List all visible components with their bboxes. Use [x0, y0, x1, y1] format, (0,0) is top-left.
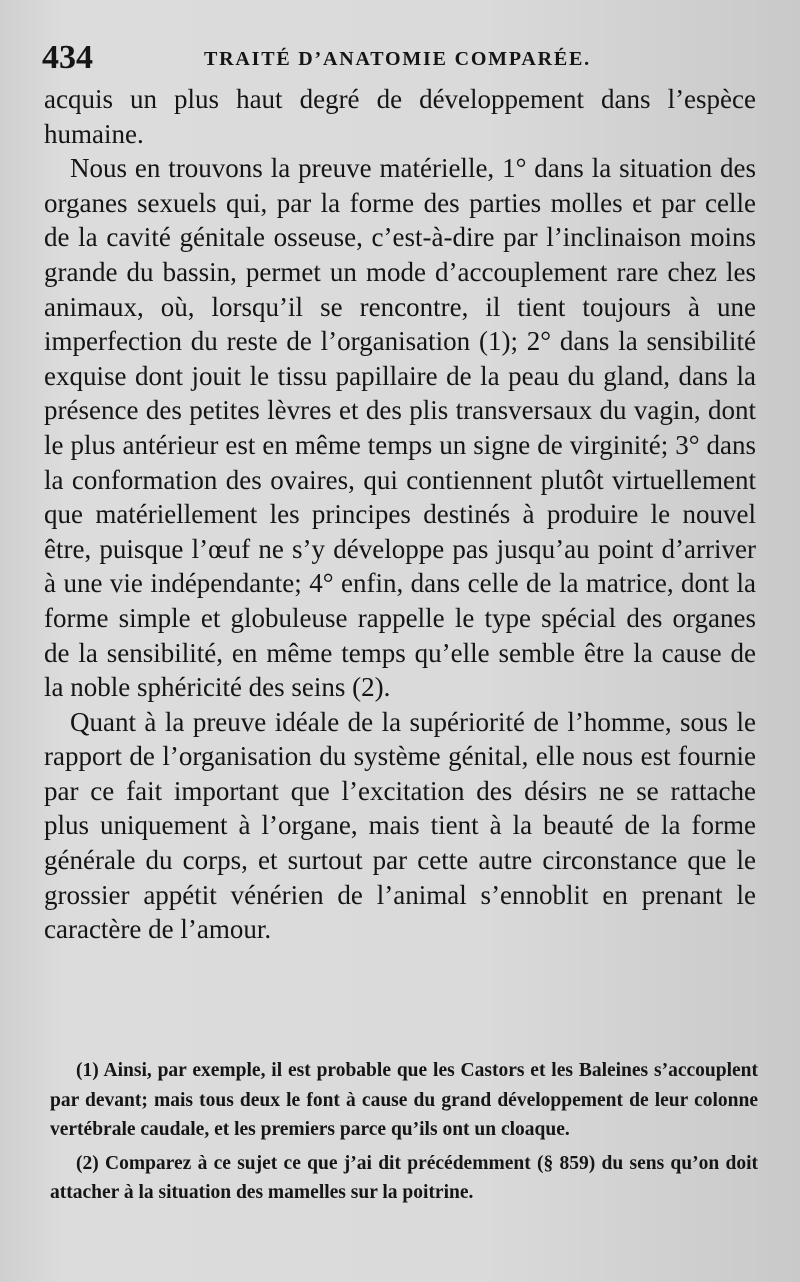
main-text	[44, 82, 756, 947]
paragraph-ideal-proof: Quant à la preuve idéale de la supériorité de l’homme, sous le rapport de l’organisation du système génital, elle nous est fournie par ce fait important que l’excitation des désirs ne se rattache plus uniquement à l’organe, mais tient à la beauté de la forme générale du corps, et surtout par cette autre circonstance que le grossier appétit vénérien de l’animal s’ennoblit en prenant le caractère de l’amour.	[44, 706, 756, 945]
page-number: 434	[42, 39, 93, 76]
paragraph-material-proof: Nous en trouvons la preuve matérielle, 1° dans la situation des organes sexuels qui, par la forme des parties molles et par celle de la cavité génitale osseuse, c’est-à-dire par l’inclinaison moins grande du bassin, permet un mode d’accouplement rare chez les animaux, où, lorsqu’il se rencontre, il tient toujours à une imperfection du reste de l’organisation (1); 2° dans la sensibilité exquise dont jouit le tissu papillaire de la peau du gland, dans la présence des petites lèvres et des plis transversaux du vagin, dont le plus antérieur est en même temps un signe de virginité; 3° dans la conformation des ovaires, qui contiennent plutôt virtuellement que matériellement les principes destinés à produire le nouvel être, puisque l’œuf ne s’y développe pas jusqu’au point d’arriver à une vie indépendante; 4° enfin, dans celle de la matrice, dont la forme simple et globuleuse rappelle le type spécial des organes de la sensibilité, en même temps qu’elle semble être la cause de la noble sphéricité des seins (2).	[44, 153, 756, 703]
footnote-2: (2) Comparez à ce sujet ce que j’ai dit précédemment (§ 859) du sens qu’on doit attacher à la situation des mamelles sur la poitrine.	[50, 1152, 758, 1203]
paragraph-continuation: acquis un plus haut degré de développement dans l’espèce humaine.	[44, 84, 756, 149]
running-title: TRAITÉ D’ANATOMIE COMPARÉE.	[204, 48, 591, 70]
footnote-1: (1) Ainsi, par exemple, il est probable que les Castors et les Baleines s’accouplent par devant; mais tous deux le font à cause du grand développement de leur colonne vertébrale caudale, et les premiers parce qu’ils ont un cloaque.	[50, 1060, 758, 1140]
footnotes	[50, 1056, 758, 1208]
page-header	[42, 38, 762, 78]
